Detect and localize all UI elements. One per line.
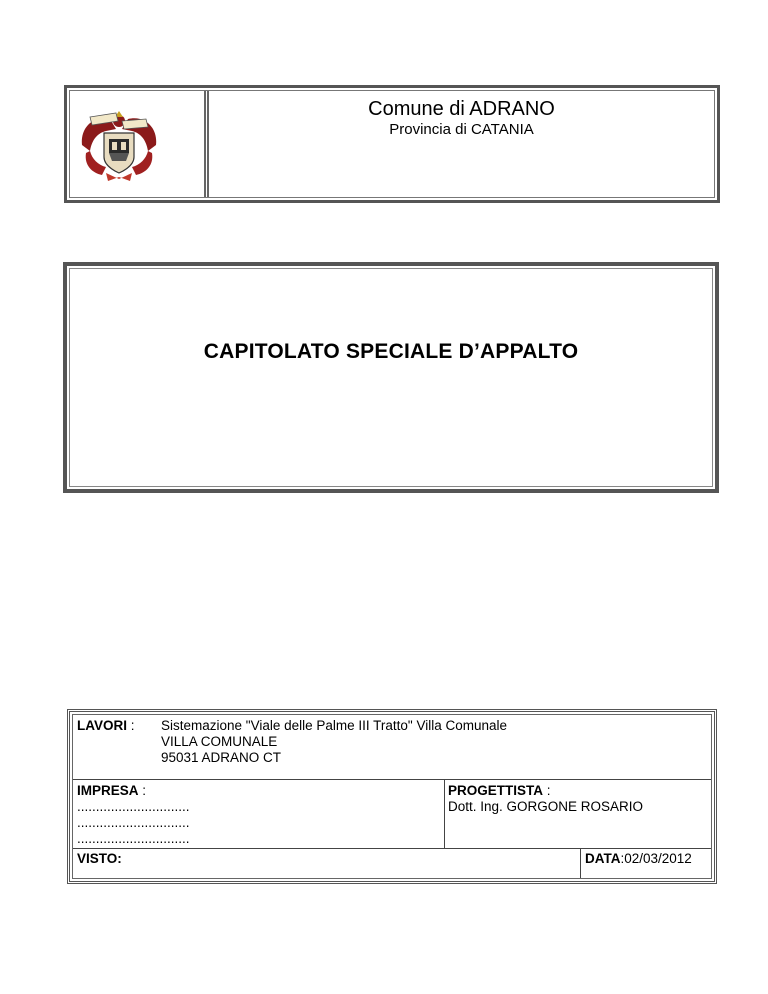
impresa-label: IMPRESA <box>77 783 139 798</box>
impresa-separator: : <box>138 783 147 798</box>
data-field <box>585 851 692 867</box>
document-title-inner-border <box>69 268 713 487</box>
lavori-line-3: 95031 ADRANO CT <box>161 750 282 765</box>
lavori-separator: : <box>127 718 135 733</box>
progettista-separator: : <box>543 783 551 798</box>
row-divider-1 <box>73 779 711 780</box>
lavori-label: LAVORI <box>77 718 127 733</box>
provincia-name: Provincia di CATANIA <box>389 121 534 138</box>
info-table-inner-border <box>72 714 712 879</box>
logo-cell <box>70 91 209 197</box>
data-value: :02/03/2012 <box>620 851 692 866</box>
row-divider-2 <box>73 848 711 849</box>
document-title-box <box>63 262 719 493</box>
info-table <box>67 709 717 884</box>
header-box <box>64 85 720 203</box>
impresa-dots-2: .............................. <box>77 815 190 830</box>
header-inner-border <box>69 90 715 198</box>
progettista-field <box>448 783 551 799</box>
impresa-dots-3: .............................. <box>77 831 190 846</box>
coat-of-arms-logo <box>76 107 162 183</box>
data-label: DATA <box>585 851 621 866</box>
impresa-dots-1: .............................. <box>77 799 190 814</box>
column-divider-data <box>580 848 581 878</box>
progettista-name: Dott. Ing. GORGONE ROSARIO <box>448 799 644 814</box>
lavori-field <box>77 718 135 734</box>
impresa-field <box>77 783 146 799</box>
header-title-cell <box>209 91 714 197</box>
document-title: CAPITOLATO SPECIALE D’APPALTO <box>203 340 579 363</box>
lavori-line-1: Sistemazione "Viale delle Palme III Tratto" Villa Comunale <box>161 718 508 733</box>
lavori-line-2: VILLA COMUNALE <box>161 734 278 749</box>
progettista-label: PROGETTISTA <box>448 783 544 798</box>
column-divider-progettista <box>444 779 445 848</box>
comune-name: Comune di ADRANO <box>368 98 555 120</box>
visto-label: VISTO: <box>77 851 122 866</box>
